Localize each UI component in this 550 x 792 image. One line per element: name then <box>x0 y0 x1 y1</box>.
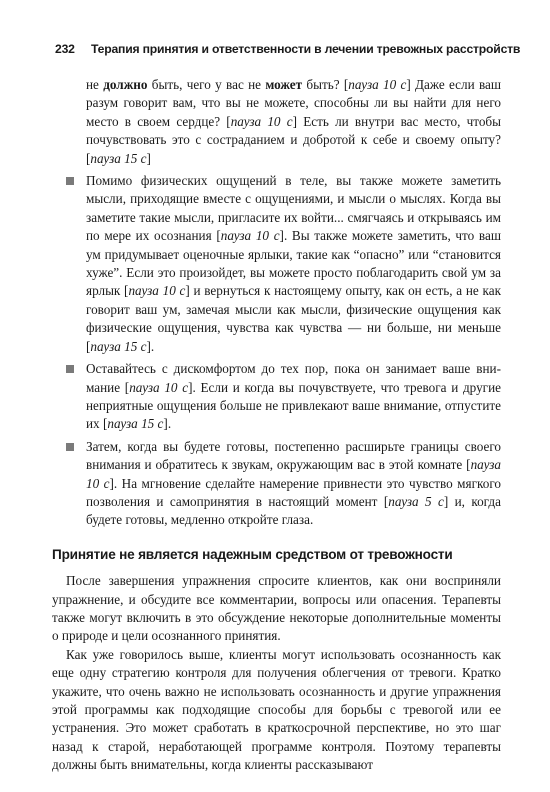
text-run: Оставайтесь с дискомфортом до тех пор, пока он занимает ваше внимание [ <box>86 361 501 395</box>
square-bullet-icon <box>66 365 74 373</box>
pause-note: пауза 10 с <box>230 113 293 129</box>
pause-note: пауза 10 с <box>86 457 501 491</box>
text-run: ]. <box>146 338 155 354</box>
text-run: ]. На мгновение сделайте намерение привнести это чувство мягкого позволения и самопринятия в настоящий момент [ <box>86 475 501 509</box>
pause-note: пауза 5 с <box>388 493 444 509</box>
text-run: ] и, когда будете готовы, медленно откройте глаза. <box>86 493 501 528</box>
paragraph-after-exercise: После завершения упражнения спросите клиентов, как они восприняли упражнение, и обсудите все комментарии, вопросы или опасения. Терапевты также могут включить в это обсуждение некоторые дополнительные моменты о природе и цели осознанного принятия. <box>52 573 501 644</box>
pause-note: пауза 15 с <box>107 416 164 432</box>
pause-note: пауза 10 с <box>348 77 407 92</box>
section-heading: Принятие не является надежным средством от тревожности <box>52 546 453 562</box>
pause-note: пауза 10 с <box>129 379 189 395</box>
pause-note: пауза 10 с <box>220 228 280 244</box>
text-run: ] Есть ли внутри вас место, чтобы почувствовать это с состраданием и добротой к себе и своему опыту? [ <box>86 113 501 166</box>
bold-word: может <box>265 77 303 92</box>
text-run: быть, чего у вас не <box>147 77 266 92</box>
bullet-item-closing <box>66 438 501 530</box>
text-run: быть? [ <box>302 77 349 92</box>
continued-paragraph <box>66 76 501 168</box>
pause-note: пауза 15 с <box>90 338 147 354</box>
bullet-item-thoughts <box>66 172 501 356</box>
pause-note: пауза 15 с <box>90 150 147 166</box>
text-run: ]. Если и когда вы почувствуете, что тревога и другие неприятные ощущения больше не привлекают ваше внимание, отпустите их [ <box>86 379 501 432</box>
text-run: Помимо физических ощущений в теле, вы также можете заметить мысли, приходящие вместе с ощущениями, и мысли о мыслях. Когда вы заметите такие мысли, пригласите их войти... смягчаясь и открываясь им по мере их осознания [ <box>86 173 501 244</box>
running-header <box>55 42 521 56</box>
page-number: 232 <box>55 42 75 56</box>
paragraph-control-strategy: Как уже говорилось выше, клиенты могут использовать осознанность как еще одну стратегию контроля для получения облегчения от тревоги. Кратко укажите, что очень важно не использовать осознанность и другие упражнения этой программы как подходящие способы для борьбы с тревогой или ее устранения. Это может сработать в краткосрочной перспективе, но это шаг назад к старой, неработающей программе контроля. Поэтому терапевты должны быть внимательны, когда клиенты рассказывают <box>52 646 501 773</box>
text-run: ] <box>146 150 151 166</box>
square-bullet-icon <box>66 177 74 185</box>
text-run: ]. Вы также можете заметить, что ваш ум придумывает оценочные ярлыки, такие как “опасно” или “становится хуже”. Если это произойдет, вы можете просто поблагодарить свой ум за ярлык [ <box>86 228 501 299</box>
page-body <box>52 76 502 775</box>
running-title: Терапия принятия и ответственности в лечении тревожных расстройств <box>91 42 521 56</box>
bold-word: должно <box>103 77 148 92</box>
pause-note: пауза 10 с <box>128 283 186 299</box>
text-run: ] и вернуться к настоящему опыту, как он есть, а не как говорит ваш ум, замечая мысли как мысли, физические ощущения как физические ощущения, чувства как чувства — ни больше, ни меньше [ <box>86 283 501 354</box>
text-run: ]. <box>163 416 172 432</box>
text-run: не <box>86 77 104 92</box>
text-run: Затем, когда вы будете готовы, постепенно расширьте границы своего внимания и обратитесь к звукам, окружающим вас в этой комнате [ <box>86 438 501 473</box>
bullet-item-discomfort <box>66 360 501 434</box>
square-bullet-icon <box>66 443 74 451</box>
text-run: ] Даже если ваш разум говорит вам, что вы не можете, способны ли вы найти для него место в своем сердце? [ <box>86 77 502 129</box>
